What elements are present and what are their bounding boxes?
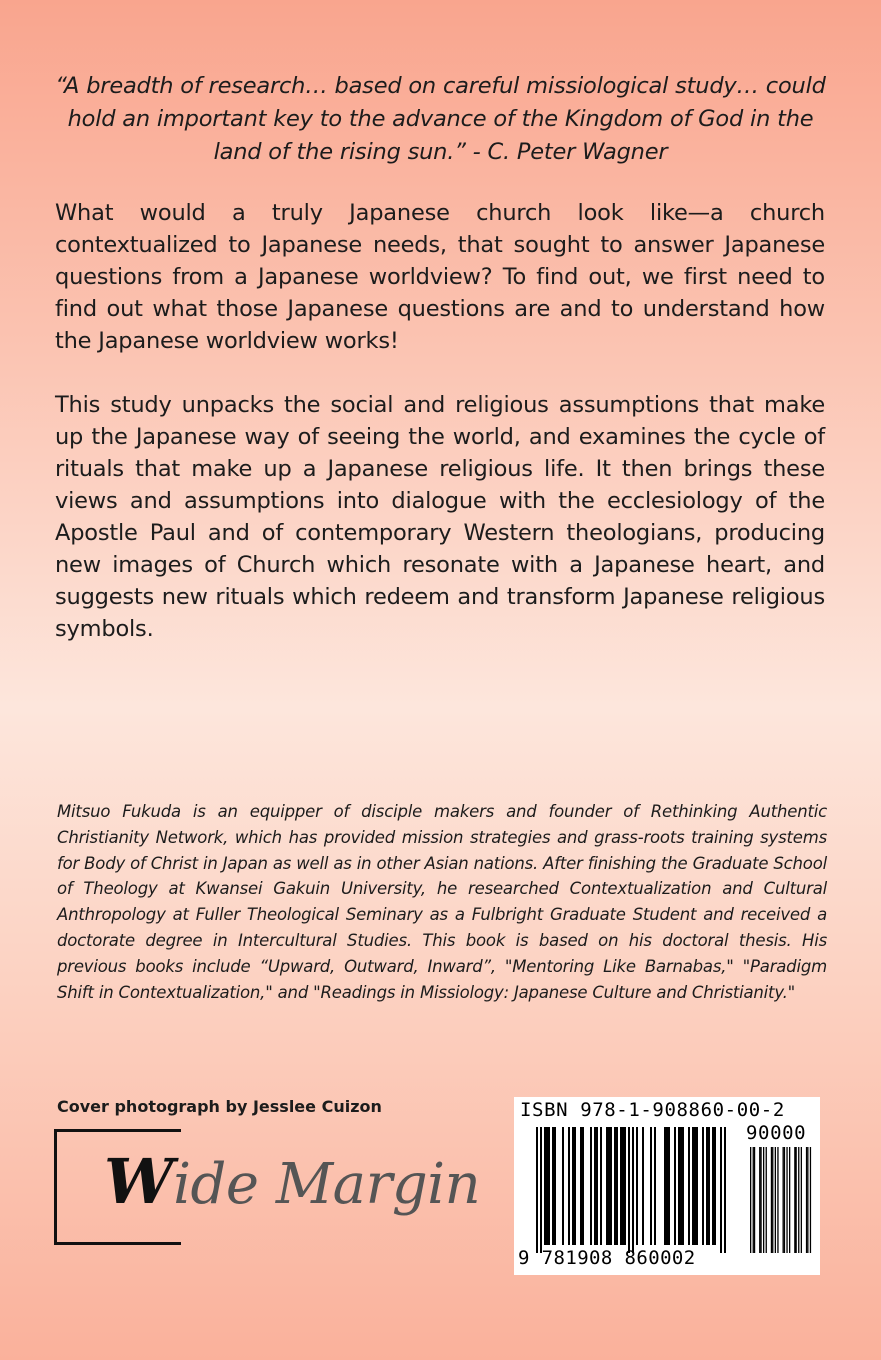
barcode-bar [714,1127,716,1245]
barcode-bar [688,1127,690,1245]
ean-digits: 9 781908 860002 [518,1247,696,1269]
barcode-bar [674,1127,676,1245]
cover-photo-credit: Cover photograph by Jesslee Cuizon [57,1097,382,1116]
barcode-bar [580,1127,582,1245]
addon-bar [760,1147,761,1253]
addon-bar [789,1147,790,1253]
addon-bar [807,1147,808,1253]
barcode-bar [536,1127,538,1253]
addon-bar [772,1147,773,1253]
addon-bar [753,1147,754,1253]
logo-initial: W [104,1145,174,1218]
barcode-bar [600,1127,602,1245]
barcode-bar [720,1127,722,1253]
addon-bar [794,1147,795,1253]
barcode-bar [642,1127,644,1245]
barcode-bar [666,1127,668,1245]
addon-bar [786,1147,787,1253]
barcode-bar [696,1127,698,1245]
addon-bar [763,1147,764,1253]
addon-bar [771,1147,772,1253]
barcode-bar [712,1127,714,1245]
barcode-bar [590,1127,592,1245]
addon-bar [783,1147,784,1253]
author-bio: Mitsuo Fukuda is an equipper of disciple makers and founder of Rethinking Authentic Christianity Network, which has provided mission strategies and grass-roots training systems for Body of Christ in Japan as well as in other Asian nations. After finishing the Graduate School of Theology at Kwansei Gakuin University, he researched Contextualization and Cultural Anthropology at Fuller Theological Seminary as a Fulbright Graduate Student and received a doctorate degree in Intercultural Studies. This book is based on his doctoral thesis. His previous books include “Upward, Outward, Inward”, "Mentoring Like Barnabas," "Paradigm Shift in Contextualization," and "Readings in Missiology: Japanese Culture and Christianity." [57,802,827,1002]
barcode-bar [552,1127,554,1245]
barcode-bar [572,1127,574,1245]
barcode-bar [668,1127,670,1245]
barcode-bar [622,1127,624,1245]
barcode-bar [546,1127,548,1245]
blurb-paragraph-2: This study unpacks the social and religious assumptions that make up the Japanese way of seeing the world, and examines the cycle of rituals that make up a Japanese religious life. It then brings these views and assumptions into dialogue with the ecclesiology of the Apostle Paul and of contemporary Western theologians, producing new images of Church which resonate with a Japanese heart, and suggests new rituals which redeem and transform Japanese religious symbols. [55,392,825,642]
price-code: 90000 [746,1122,807,1144]
barcode-bar [610,1127,612,1245]
addon-bar [750,1147,751,1253]
barcode-bar [680,1127,682,1245]
barcode-bar [664,1127,666,1245]
barcode-bar [678,1127,680,1245]
barcode-bar [694,1127,696,1245]
addon-bar [806,1147,807,1253]
barcode-bar [724,1127,726,1253]
barcode-bar [562,1127,564,1245]
barcode-bar [706,1127,708,1245]
addon-bar [798,1147,799,1253]
endorsement-quote: “A breadth of research… based on careful missiological study… could hold an important key to the advance of the Kingdom of God in the land of the rising sun.” - C. Peter Wagner [55,73,826,165]
addon-bar [766,1147,767,1253]
barcode-bar [632,1127,634,1253]
barcode-bar [654,1127,656,1245]
barcode-bar [682,1127,684,1245]
publisher-logo [54,1129,481,1245]
barcode-bar [608,1127,610,1245]
addon-bar [796,1147,797,1253]
isbn-label: ISBN 978-1-908860-00-2 [520,1099,785,1121]
logo-wordmark [104,1147,480,1220]
barcode-bar [606,1127,608,1245]
isbn-barcode [514,1097,820,1275]
barcode-bar [568,1127,570,1245]
barcode-bar [574,1127,576,1245]
barcode-bar [692,1127,694,1245]
addon-bar [754,1147,755,1253]
logo-rest: ide Margin [173,1152,481,1217]
barcode-bar [620,1127,622,1245]
barcode-bar [628,1127,630,1253]
addon-bar [775,1147,776,1253]
barcode-bar [650,1127,652,1245]
barcode-bar [702,1127,704,1245]
barcode-bar [616,1127,618,1245]
barcode-bar [596,1127,598,1245]
barcode-bar [708,1127,710,1245]
barcode-bar [544,1127,546,1245]
barcode-bar [582,1127,584,1245]
addon-bar [784,1147,785,1253]
barcode-bar [554,1127,556,1245]
barcode-bar [636,1127,638,1245]
barcode-bar [594,1127,596,1245]
addon-bar [801,1147,802,1253]
barcode-bar [548,1127,550,1245]
barcode-bar [624,1127,626,1245]
barcode-bar [540,1127,542,1253]
barcode-bar [614,1127,616,1245]
addon-bar [810,1147,811,1253]
addon-bar [777,1147,778,1253]
blurb-paragraph-1: What would a truly Japanese church look like—a church contextualized to Japanese needs, that sought to answer Japanese questions from a Japanese worldview? To find out, we first need to find out what those Japanese questions are and to understand how the Japanese worldview works! [55,200,825,354]
addon-bar [759,1147,760,1253]
